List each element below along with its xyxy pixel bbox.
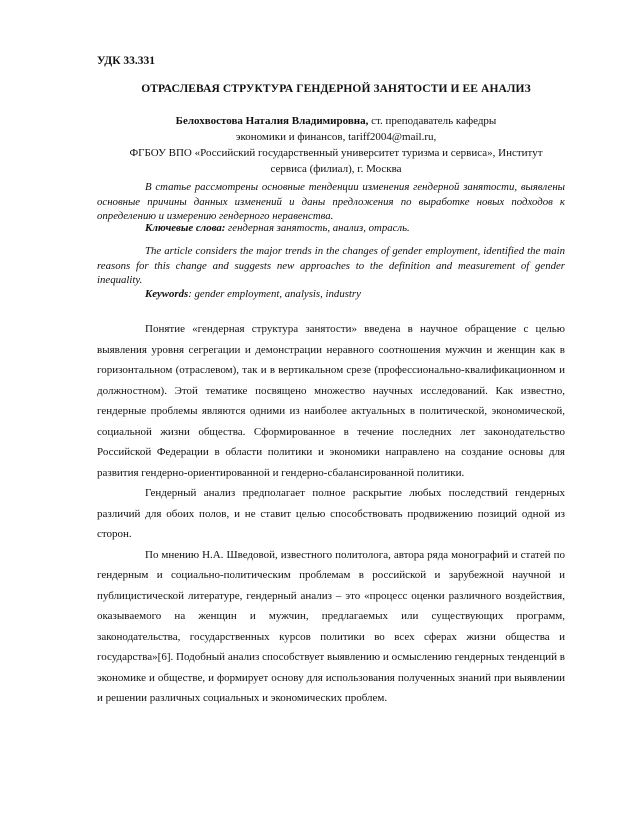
- author-block: [70, 113, 602, 177]
- keywords-en: [145, 288, 361, 300]
- abstract-ru-text: В статье рассмотрены основные тенденции изменения гендерной занятости, выявлены основные причины данных изменений и даны предложения по выработке новых подходов к определению и измерению гендерного неравенства.: [97, 181, 565, 222]
- keywords-ru-text: гендерная занятость, анализ, отрасль.: [225, 222, 410, 234]
- abstract-en-text: The article considers the major trends in the changes of gender employment, identified the main reasons for this change and suggests new approaches to the definition and measurement of gender inequality.: [97, 245, 565, 286]
- keywords-en-label: Keywords: [145, 288, 189, 300]
- keywords-en-text: : gender employment, analysis, industry: [188, 288, 361, 300]
- body-paragraph-3: По мнению Н.А. Шведовой, известного политолога, автора ряда монографий и статей по гендерным и социально-политическим проблемам в российской и зарубежной научной и публицистической литературе, гендерный анализ – это «процесс оценки различного воздействия, оказываемого на женщин и мужчин, предлагаемых или существующих программ, законодательства, государственных курсов политики во всех сферах жизни общества и государства»[6]. Подобный анализ способствует выявлению и осмыслению гендерных тенденций в экономике и обществе, и формирует основу для использования полученных знаний при выявлении и решении различных социальных и экономических проблем.: [97, 548, 565, 704]
- author-line-4: сервиса (филиал), г. Москва: [270, 163, 402, 175]
- body-paragraph-2: Гендерный анализ предполагает полное раскрытие любых последствий гендерных различий для обоих полов, и не ставит целью способствовать продвижению позиций одной из сторон.: [97, 487, 565, 540]
- udk-code: УДК 33.331: [97, 55, 156, 67]
- body-paragraph-1: Понятие «гендерная структура занятости» введена в научное обращение с целью выявления уровня сегрегации и демонстрации неравного соотношения мужчин и женщин как в горизонтальном (отраслевом), так и в вертикальном срезе (профессионально-квалификационном и должностном). Этой тематике посвящено множество научных исследований. Как известно, гендерные проблемы являются одними из наиболее актуальных в политической, экономической, социальной жизни общества. Сформированное в течение последних лет законодательство Российской Федерации в области политики и экономики направлено на создание основы для развития гендерно-ориентированной и гендерно-сбалансированной политики.: [97, 323, 565, 479]
- author-line-2: экономики и финансов, tariff2004@mail.ru,: [235, 131, 437, 143]
- keywords-ru: [145, 222, 410, 234]
- article-body: [97, 319, 565, 709]
- abstract-ru: [97, 180, 565, 224]
- author-name: Белохвостова Наталия Владимировна,: [175, 115, 369, 127]
- abstract-en: [97, 244, 565, 288]
- author-line-3: ФГБОУ ВПО «Российский государственный университет туризма и сервиса», Институт: [129, 147, 543, 159]
- keywords-ru-label: Ключевые слова:: [145, 222, 226, 234]
- article-title: ОТРАСЛЕВАЯ СТРУКТУРА ГЕНДЕРНОЙ ЗАНЯТОСТИ И ЕЕ АНАЛИЗ: [141, 83, 531, 95]
- author-line-1: [70, 113, 602, 129]
- author-position: ст. преподаватель кафедры: [368, 115, 497, 127]
